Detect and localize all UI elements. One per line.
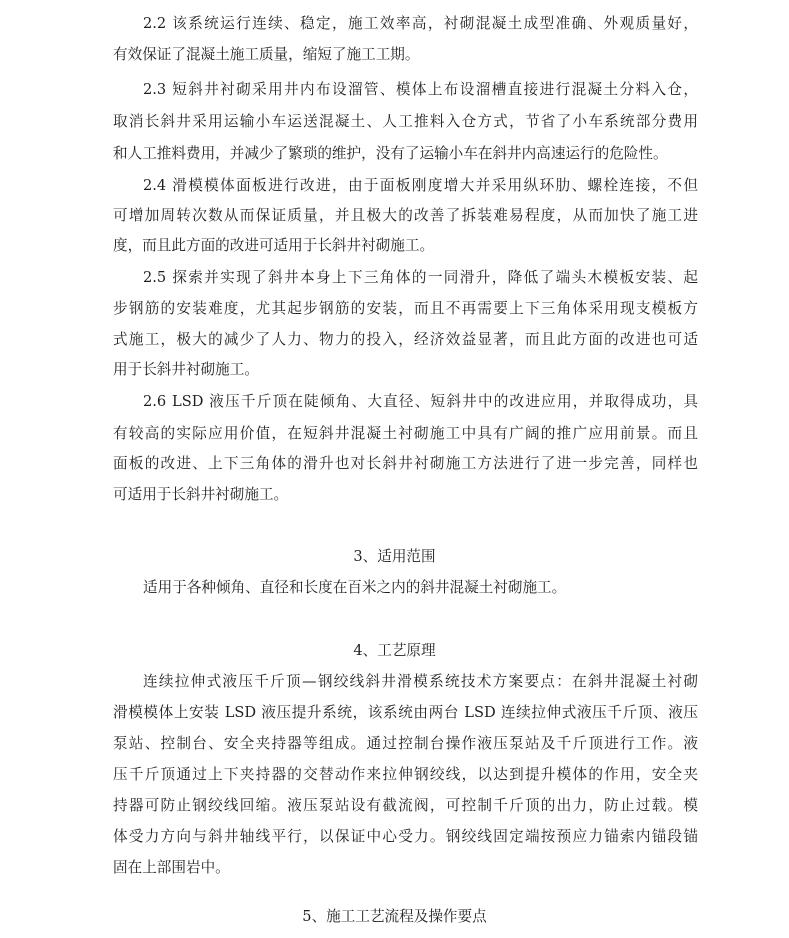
paragraph-2-6-line-3: 面板的改进、上下三角体的滑升也对长斜井衬砌施工方法进行了进一步完善，同样也 [113,455,698,472]
section-3-line-1: 适用于各种倾角、直径和长度在百米之内的斜井混凝土衬砌施工。 [143,579,567,596]
paragraph-2-5-line-2: 步钢筋的安装难度，尤其起步钢筋的安装，而且不再需要上下三角体采用现支模板方 [113,300,698,317]
paragraph-2-4-line-3: 度，而且此方面的改进可适用于长斜井衬砌施工。 [113,237,435,254]
paragraph-2-6-line-4: 可适用于长斜井衬砌施工。 [113,486,289,503]
section-5-heading: 5、施工工艺流程及操作要点 [302,908,487,925]
section-4-line-4: 压千斤顶通过上下夹持器的交替动作来拉伸钢绞线，以达到提升模体的作用，安全夹 [113,766,698,783]
paragraph-2-2-line-2: 有效保证了混凝土施工质量，缩短了施工工期。 [113,46,420,63]
paragraph-2-3-line-3: 和人工推料费用，并减少了繁琐的维护，没有了运输小车在斜井内高速运行的危险性。 [113,145,668,162]
paragraph-2-6-line-2: 有较高的实际应用价值，在短斜井混凝土衬砌施工中具有广阔的推广应用前景。而且 [113,425,698,442]
section-3-heading: 3、适用范围 [353,548,436,565]
paragraph-2-5-line-3: 式施工，极大的减少了人力、物力的投入，经济效益显著，而且此方面的改进也可适 [113,331,698,348]
paragraph-2-4-line-1: 2.4 滑模模体面板进行改进，由于面板刚度增大并采用纵环肋、螺栓连接，不但 [143,177,698,194]
paragraph-2-5-line-1: 2.5 探索并实现了斜井本身上下三角体的一同滑升，降低了端头木模板安装、起 [143,269,698,286]
paragraph-2-3-line-1: 2.3 短斜井衬砌采用井内布设溜管、模体上布设溜槽直接进行混凝土分料入仓， [143,81,698,98]
paragraph-2-4-line-2: 可增加周转次数从而保证质量，并且极大的改善了拆装难易程度，从而加快了施工进 [113,207,698,224]
paragraph-2-6-line-1: 2.6 LSD 液压千斤顶在陡倾角、大直径、短斜井中的改进应用，并取得成功，具 [143,393,698,410]
section-4-heading: 4、工艺原理 [353,642,436,659]
section-4-line-3: 泵站、控制台、安全夹持器等组成。通过控制台操作液压泵站及千斤顶进行工作。液 [113,735,698,752]
section-4-line-2: 滑模模体上安装 LSD 液压提升系统，该系统由两台 LSD 连续拉伸式液压千斤顶、液压 [113,704,698,721]
section-4-line-6: 体受力方向与斜井轴线平行，以保证中心受力。钢绞线固定端按预应力锚索内锚段锚 [113,828,698,845]
paragraph-2-3-line-2: 取消长斜井采用运输小车运送混凝土、人工推料入仓方式，节省了小车系统部分费用 [113,113,698,130]
section-4-line-5: 持器可防止钢绞线回缩。液压泵站设有截流阀，可控制千斤顶的出力，防止过载。模 [113,797,698,814]
paragraph-2-5-line-4: 用于长斜井衬砌施工。 [113,361,259,378]
section-4-line-7: 固在上部围岩中。 [113,859,230,876]
section-4-line-1: 连续拉伸式液压千斤顶—钢绞线斜井滑模系统技术方案要点：在斜井混凝土衬砌 [143,673,698,690]
paragraph-2-2-line-1: 2.2 该系统运行连续、稳定，施工效率高，衬砌混凝土成型准确、外观质量好， [143,15,698,32]
